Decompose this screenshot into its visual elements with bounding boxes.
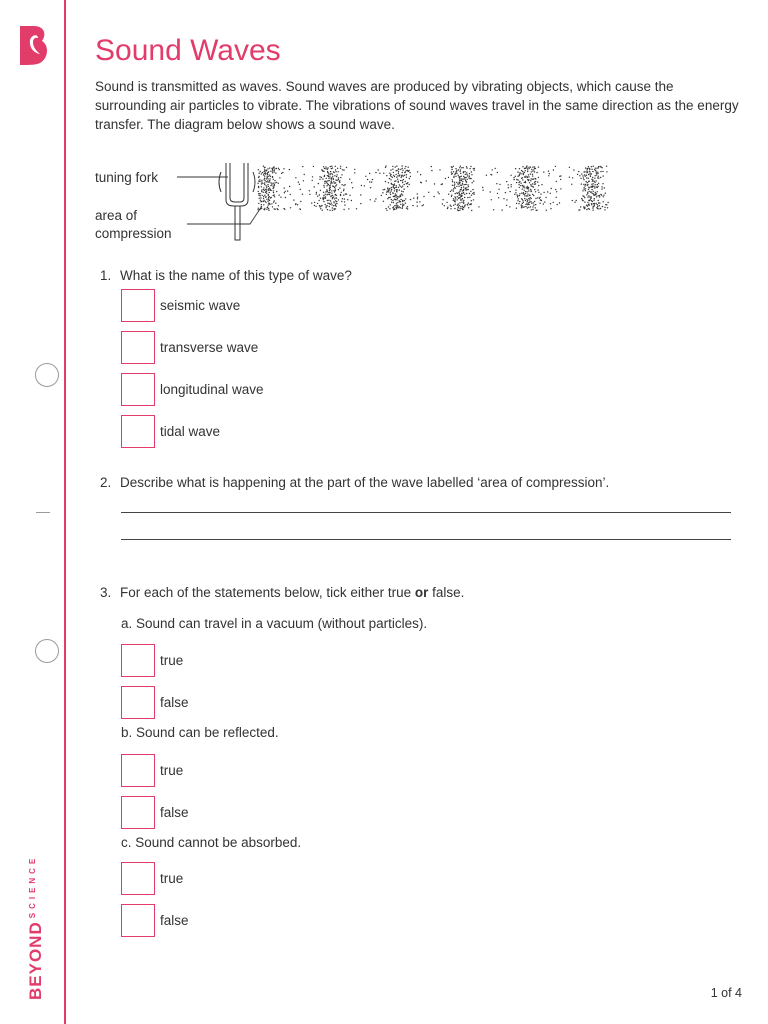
checkbox[interactable]	[121, 862, 155, 895]
question-number: 2.	[100, 475, 112, 490]
page-title: Sound Waves	[95, 34, 281, 67]
binder-hole-bottom	[35, 639, 59, 663]
checkbox[interactable]	[121, 289, 155, 322]
statement-c: c. Sound cannot be absorbed.	[121, 835, 302, 850]
margin-line	[64, 0, 66, 1024]
option-transverse[interactable]	[121, 331, 258, 364]
question-text-start: For each of the statements below, tick either true	[120, 585, 415, 600]
checkbox[interactable]	[121, 373, 155, 406]
brand-sub: SCIENCE	[28, 854, 37, 919]
intro-paragraph: Sound is transmitted as waves. Sound waves are produced by vibrating objects, which cause the surrounding air particles to vibrate. The vibrations of sound waves travel in the same direction as the energy transfer. The diagram below shows a sound wave.	[95, 79, 739, 132]
brand-word: BEYOND	[26, 921, 45, 1000]
tuning-fork-icon	[219, 163, 255, 240]
statement-b: b. Sound can be reflected.	[121, 725, 279, 740]
option-label: true	[160, 763, 184, 778]
statement-c-true[interactable]	[121, 862, 183, 895]
checkbox[interactable]	[121, 754, 155, 787]
question-text: What is the name of this type of wave?	[120, 268, 352, 283]
option-label: longitudinal wave	[160, 382, 264, 397]
statement-a: a. Sound can travel in a vacuum (without particles).	[121, 616, 428, 631]
statement-a-false[interactable]	[121, 686, 189, 719]
compression-leader-line	[187, 206, 262, 224]
beyond-logo-icon	[16, 24, 50, 66]
checkbox[interactable]	[121, 796, 155, 829]
option-label: false	[160, 695, 189, 710]
fold-mark	[36, 512, 50, 513]
sound-wave-diagram	[90, 158, 620, 248]
question-number: 3.	[100, 585, 112, 600]
binder-hole-top	[35, 363, 59, 387]
option-label: seismic wave	[160, 298, 241, 313]
option-label: true	[160, 871, 184, 886]
question-text-end: false.	[428, 585, 465, 600]
answer-line-1[interactable]	[121, 512, 731, 513]
label-compression: compression	[95, 226, 172, 241]
question-number: 1.	[100, 268, 112, 283]
statement-b-false[interactable]	[121, 796, 189, 829]
option-label: false	[160, 913, 189, 928]
label-area-of: area of	[95, 208, 138, 223]
option-tidal[interactable]	[121, 415, 220, 448]
question-2	[100, 475, 609, 490]
statement-b-true[interactable]	[121, 754, 183, 787]
checkbox[interactable]	[121, 415, 155, 448]
statement-a-true[interactable]	[121, 644, 183, 677]
option-label: false	[160, 805, 189, 820]
brand-vertical	[26, 855, 46, 1000]
question-text-bold: or	[414, 585, 429, 600]
checkbox[interactable]	[121, 644, 155, 677]
option-label: transverse wave	[160, 340, 259, 355]
option-longitudinal[interactable]	[121, 373, 264, 406]
question-3	[100, 585, 464, 600]
statement-c-false[interactable]	[121, 904, 189, 937]
question-text: Describe what is happening at the part of the wave labelled ‘area of compression’.	[120, 475, 610, 490]
option-label: tidal wave	[160, 424, 221, 439]
question-1	[100, 268, 352, 283]
checkbox[interactable]	[121, 686, 155, 719]
air-particles	[257, 165, 608, 211]
option-seismic[interactable]	[121, 289, 240, 322]
checkbox[interactable]	[121, 904, 155, 937]
checkbox[interactable]	[121, 331, 155, 364]
answer-line-2[interactable]	[121, 539, 731, 540]
label-tuning-fork: tuning fork	[95, 170, 159, 185]
option-label: true	[160, 653, 184, 668]
page-number: 1 of 4	[710, 986, 742, 1000]
